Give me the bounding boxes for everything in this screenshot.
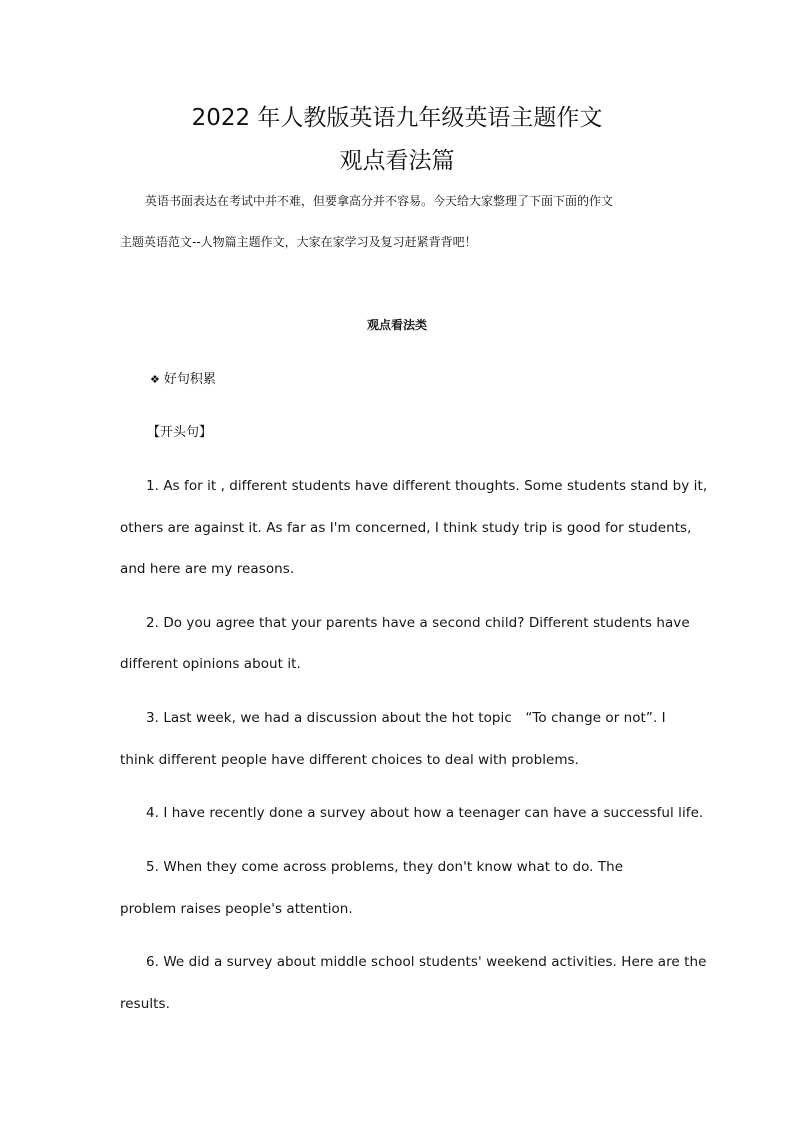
sentence-3-line-1: 3. Last week, we had a discussion about the hot topic “To change or not”. I bbox=[146, 710, 666, 726]
diamond-bullet-icon: ❖ bbox=[150, 373, 160, 386]
sentence-6-line-2: results. bbox=[120, 996, 170, 1012]
document-title: 2022 年人教版英语九年级英语主题作文 bbox=[191, 105, 603, 131]
sentence-1-line-2: others are against it. As far as I'm concerned, I think study trip is good for students, bbox=[120, 520, 692, 536]
subsection-label: 好句积累 bbox=[163, 372, 216, 387]
sentence-5-line-1: 5. When they come across problems, they don't know what to do. The bbox=[146, 859, 624, 875]
sentence-3-line-2: think different people have different choices to deal with problems. bbox=[120, 752, 579, 768]
sentence-5-line-2: problem raises people's attention. bbox=[120, 901, 353, 917]
intro-line-2: 主题英语范文--人物篇主题作文，大家在家学习及复习赶紧背背吧！ bbox=[120, 235, 477, 249]
sentence-1-line-3: and here are my reasons. bbox=[120, 561, 295, 577]
document-subtitle: 观点看法篇 bbox=[339, 148, 455, 174]
intro-line-1: 英语书面表达在考试中并不难，但要拿高分并不容易。今天给大家整理了下面下面的作文 bbox=[145, 194, 614, 208]
sentence-2-line-2: different opinions about it. bbox=[120, 656, 301, 672]
sentence-6-line-1: 6. We did a survey about middle school students' weekend activities. Here are the bbox=[146, 954, 707, 970]
subsection-heading bbox=[150, 371, 216, 389]
opening-sentences-label: 【开头句】 bbox=[147, 425, 213, 440]
sentence-1-line-1: 1. As for it , different students have different thoughts. Some students stand by it, bbox=[146, 478, 708, 494]
sentence-4-line-1: 4. I have recently done a survey about how a teenager can have a successful life. bbox=[146, 805, 704, 821]
sentence-2-line-1: 2. Do you agree that your parents have a second child? Different students have bbox=[146, 615, 690, 631]
section-title: 观点看法类 bbox=[366, 318, 427, 332]
